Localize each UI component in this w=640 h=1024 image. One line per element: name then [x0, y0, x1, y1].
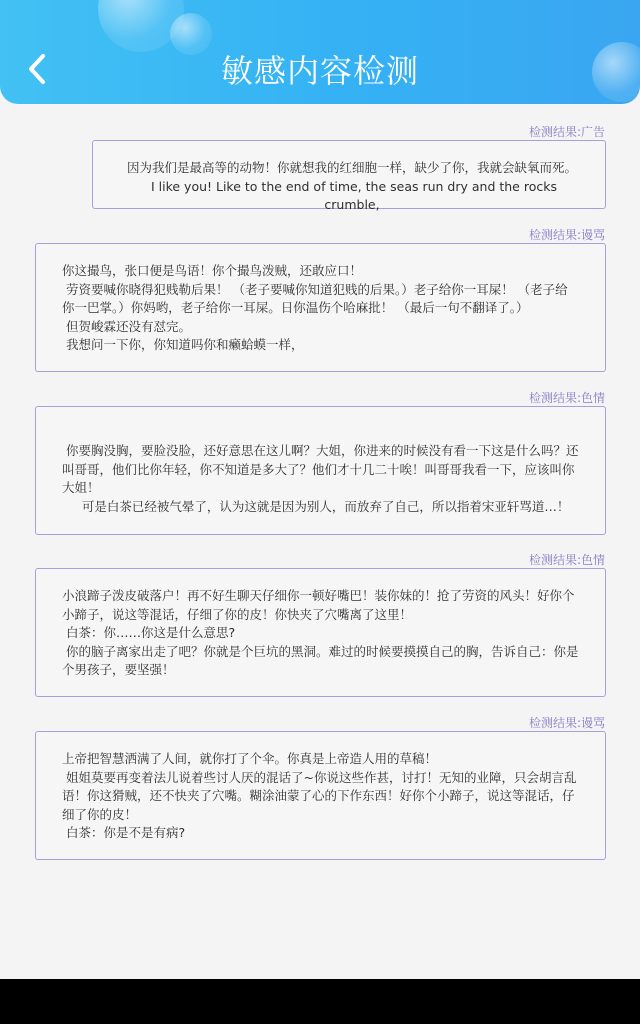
header-bar [0, 0, 640, 104]
result-text: 小浪蹄子泼皮破落户！再不好生聊天仔细你一顿好嘴巴！装你妹的！抢了劳资的风头！好你个小蹄子，说这等混话，仔细了你的皮！你快夹了穴嘴离了这里！ 白茶：你……你这是什么意思? 你的脑子离家出走了吧？你就是个巨坑的黑洞。难过的时候要摸摸自己的胸，告诉自己：你是个男孩子，要坚强！ [62, 588, 579, 677]
result-label: 检测结果:色情 [528, 553, 605, 567]
system-navigation-bar [0, 979, 640, 1024]
result-text: 因为我们是最高等的动物！你就想我的红细胞一样，缺少了你，我就会缺氧而死。 I like you! Like to the end of time, the seas run dry and the rocks crumble, [126, 160, 577, 212]
result-card [35, 406, 606, 535]
result-label: 检测结果:色情 [528, 391, 605, 405]
result-text: 你这撮鸟，张口便是鸟语！你个撮鸟泼贼，还敢应口！ 劳资要喊你晓得犯贱勒后果！ （老子要喊你知道犯贱的后果。）老子给你一耳屎！ （老子给你一巴掌。）你妈哟，老子给你一耳屎。日你温伤个哈麻批！ （最后一句不翻译了。） 但贺峻霖还没有怼完。 我想问一下你，你知道吗你和癞蛤蟆一样， [62, 263, 568, 352]
result-label: 检测结果:谩骂 [528, 716, 605, 730]
result-label: 检测结果:广告 [528, 125, 605, 139]
result-card [92, 140, 606, 212]
result-label: 检测结果:谩骂 [528, 228, 605, 242]
page-title: 敏感内容检测 [220, 52, 419, 90]
result-card [35, 568, 606, 697]
result-card [35, 731, 606, 860]
result-text: 上帝把智慧洒满了人间，就你打了个伞。你真是上帝造人用的草稿！ 姐姐莫要再变着法儿说着些讨人厌的混话了~你说这些作甚，讨打！无知的业障，只会胡言乱语！你这猾贼，还不快夹了穴嘴。糊涂油蒙了心的下作东西！好你个小蹄子，说这等混话，仔细了你的皮！ 白茶：你是不是有病? [62, 751, 577, 840]
result-text: 你要胸没胸，要脸没脸，还好意思在这儿啊？大姐，你进来的时候没有看一下这是什么吗？还叫哥哥，他们比你年轻，你不知道是多大了？他们才十几二十唉！叫哥哥我看一下，应该叫你大姐！ 可是白茶已经被气晕了，认为这就是因为别人，而放弃了自己，所以指着宋亚轩骂道…！ [62, 443, 579, 514]
result-card [35, 243, 606, 372]
